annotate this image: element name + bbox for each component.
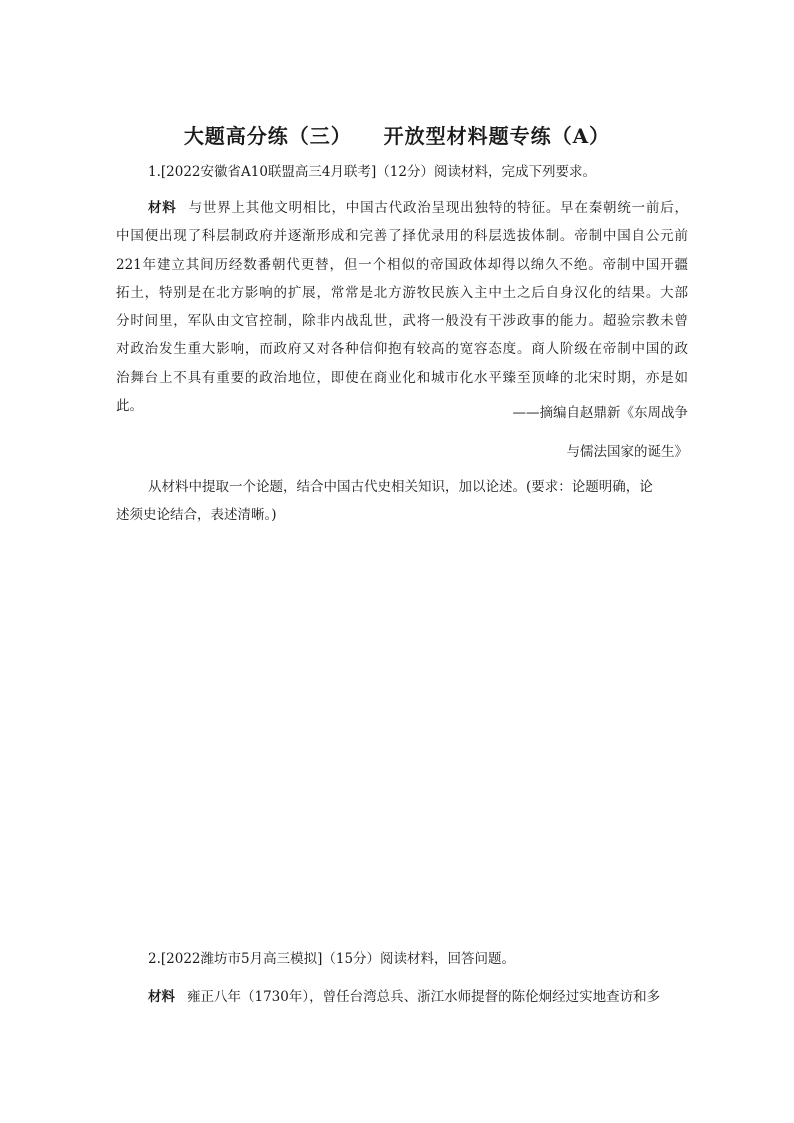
question-1-material — [116, 194, 688, 420]
task-line: 从材料中提取一个论题，结合中国古代史相关知识，加以论述。(要求：论题明确，论 — [148, 479, 653, 495]
material-label: 材料 — [148, 989, 175, 1005]
material-line: 此。 — [116, 398, 143, 415]
material-text: 与世界上其他文明相比，中国古代政治呈现出独特的特征。早在秦朝统一前后， — [188, 200, 689, 216]
material-line: 治舞台上不具有重要的政治地位，即使在商业化和城市化水平臻至顶峰的北宋时期，亦是如 — [116, 369, 688, 386]
material-line: 拓土，特别是在北方影响的扩展，常常是北方游牧民族入主中土之后自身汉化的结果。大部 — [116, 284, 688, 301]
question-1-header: 1.[2022安徽省A10联盟高三4月联考]（12分）阅读材料，完成下列要求。 — [148, 164, 596, 180]
material-text: 雍正八年（1730年），曾任台湾总兵、浙江水师提督的陈伦炯经过实地查访和多 — [187, 989, 661, 1005]
material-line — [116, 194, 688, 222]
question-2-header: 2.[2022潍坊市5月高三模拟]（15分）阅读材料，回答问题。 — [148, 951, 516, 967]
material-line: 221年建立其间历经数番朝代更替，但一个相似的帝国政体却得以绵久不绝。帝制中国开疆 — [116, 256, 688, 273]
question-2-material — [148, 985, 660, 1005]
source-citation-line-1: ——摘编自赵鼎新《东周战争 — [512, 405, 688, 421]
material-label: 材料 — [148, 200, 177, 216]
source-citation-line-2: 与儒法国家的诞生》 — [566, 444, 688, 460]
question-1-task — [116, 473, 688, 530]
material-line: 对政治发生重大影响，而政府又对各种信仰抱有较高的宽容态度。商人阶级在帝制中国的政 — [116, 341, 688, 358]
task-line: 述须史论结合，表述清晰。) — [116, 507, 277, 524]
page-title: 大题高分练（三） 开放型材料题专练（A） — [183, 124, 611, 148]
material-line: 分时间里，军队由文官控制，除非内战乱世，武将一般没有干涉政事的能力。超验宗教未曾 — [116, 313, 688, 330]
material-line: 中国便出现了科层制政府并逐渐形成和完善了择优录用的科层选拔体制。帝制中国自公元前 — [116, 228, 688, 245]
